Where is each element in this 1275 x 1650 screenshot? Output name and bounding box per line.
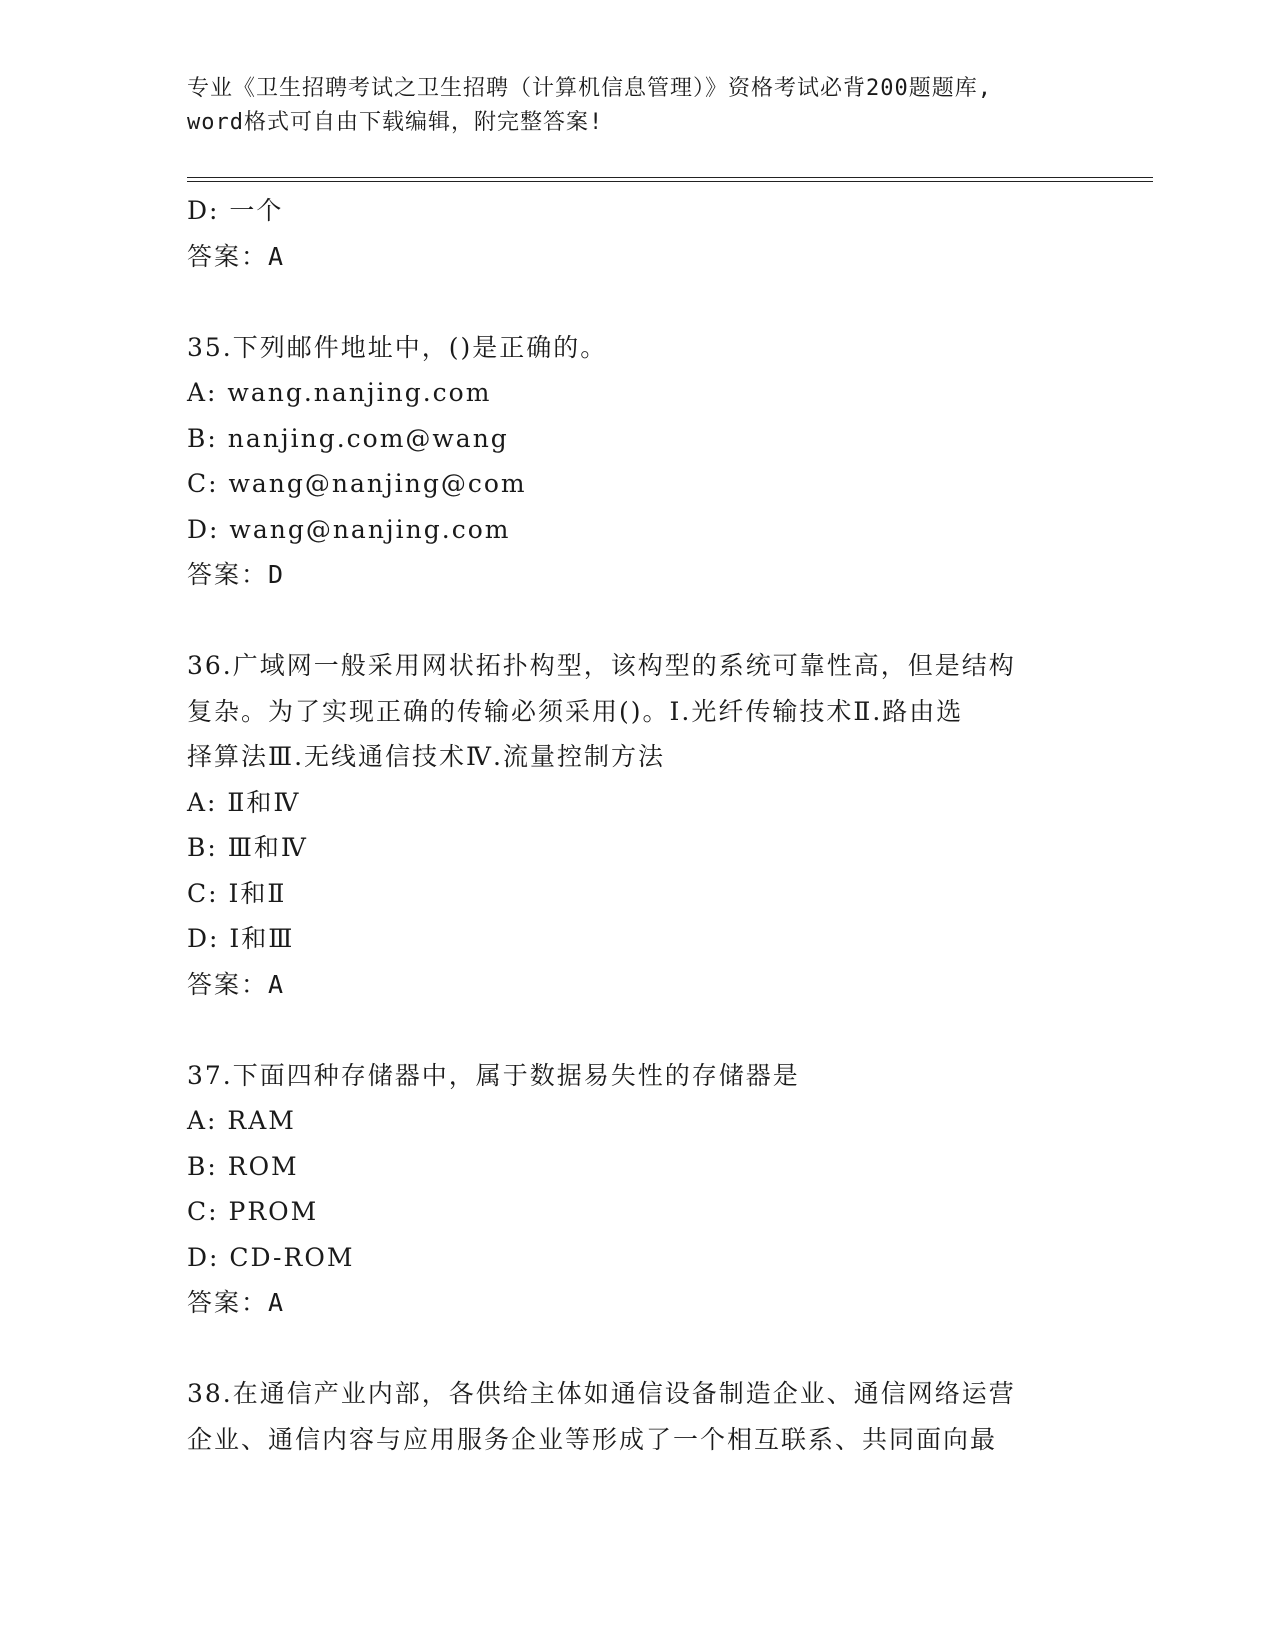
question-36-answer: 答案：A	[187, 969, 286, 999]
question-37-answer: 答案：A	[187, 1288, 286, 1317]
question-37-stem: 37.下面四种存储器中，属于数据易失性的存储器是	[187, 1060, 800, 1090]
question-36-option-a: A: Ⅱ和Ⅳ	[187, 787, 301, 817]
question-36-stem-line-3: 择算法Ⅲ.无线通信技术Ⅳ.流量控制方法	[187, 742, 665, 771]
question-35-option-c: C: wang@nanjing@com	[187, 469, 527, 498]
spacer	[187, 279, 1087, 325]
header-title-line-1: 专业《卫生招聘考试之卫生招聘（计算机信息管理）》资格考试必背200题题库,	[187, 76, 992, 101]
question-37-option-d: D: CD-ROM	[187, 1242, 355, 1272]
question-36-stem-line-2: 复杂。为了实现正确的传输必须采用()。Ⅰ.光纤传输技术Ⅱ.路由选	[187, 696, 964, 726]
header-divider	[187, 177, 1153, 182]
question-35-option-a: A: wang.nanjing.com	[187, 378, 492, 407]
question-38-stem-line-2: 企业、通信内容与应用服务企业等形成了一个相互联系、共同面向最	[187, 1424, 998, 1454]
question-38-stem-line-1: 38.在通信产业内部，各供给主体如通信设备制造企业、通信网络运营	[187, 1379, 1016, 1408]
prev-option-d: D: 一个	[187, 196, 284, 225]
question-37-option-b: B: ROM	[187, 1151, 299, 1181]
question-36-option-c: C: Ⅰ和Ⅱ	[187, 878, 287, 908]
question-37-option-c: C: PROM	[187, 1197, 319, 1226]
question-list	[187, 188, 1087, 1462]
spacer	[187, 1007, 1087, 1053]
question-36-stem-line-1: 36.广域网一般采用网状拓扑构型，该构型的系统可靠性高，但是结构	[187, 651, 1016, 680]
page-header	[187, 72, 1087, 140]
question-35-stem: 35.下列邮件地址中，()是正确的。	[187, 332, 608, 362]
question-35-option-d: D: wang@nanjing.com	[187, 514, 511, 544]
spacer	[187, 1326, 1087, 1372]
spacer	[187, 598, 1087, 644]
question-35-answer: 答案：D	[187, 560, 286, 589]
question-36-option-b: B: Ⅲ和Ⅳ	[187, 833, 308, 862]
prev-answer: 答案：A	[187, 241, 286, 271]
header-title-line-2: word格式可自由下载编辑，附完整答案!	[187, 110, 604, 135]
question-36-option-d: D: Ⅰ和Ⅲ	[187, 924, 295, 953]
question-37-option-a: A: RAM	[187, 1106, 296, 1135]
question-35-option-b: B: nanjing.com@wang	[187, 423, 509, 453]
